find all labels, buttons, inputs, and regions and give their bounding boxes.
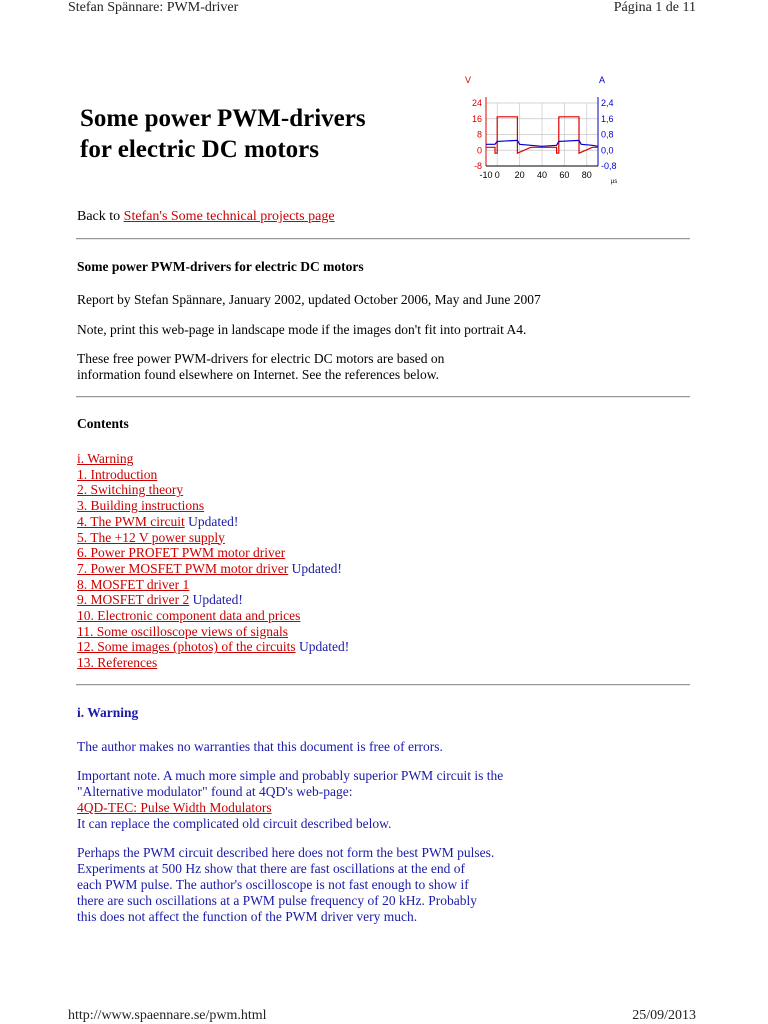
updated-badge: Updated! (192, 592, 243, 608)
technical-projects-link[interactable]: Stefan's Some technical projects page (123, 209, 335, 224)
chart-tick-label-right: 0,0 (601, 145, 614, 156)
print-footer-date: 25/09/2013 (632, 1008, 696, 1023)
contents-heading: Contents (77, 416, 129, 431)
chart-tick-label-x: 20 (514, 170, 525, 180)
oscillation-line: there are such oscillations at a PWM pulse frequency of 20 kHz. Probably (77, 893, 478, 908)
toc-link[interactable]: 13. References (77, 655, 158, 671)
chart-tick-label-x: 60 (559, 170, 570, 180)
toc-item (77, 624, 349, 640)
chart-tick-label-left: 0 (476, 145, 482, 156)
print-header-title: Stefan Spännare: PWM-driver (68, 0, 239, 15)
print-footer-url: http://www.spaennare.se/pwm.html (68, 1008, 267, 1023)
toc-item (77, 577, 349, 593)
divider (76, 684, 690, 686)
toc-item (77, 561, 349, 577)
divider (76, 238, 690, 240)
toc-item (77, 639, 349, 655)
toc-link[interactable]: i. Warning (77, 451, 134, 466)
chart-tick-label-x: 40 (536, 170, 548, 180)
oscillation-line: Experiments at 500 Hz show that there are fast oscillations at the end of (77, 861, 466, 876)
free-drivers-line-2: information found elsewhere on Internet. See the references below. (77, 367, 439, 382)
chart-tick-label-right: 0,8 (601, 129, 614, 140)
oscillation-line: this does not affect the function of the PWM driver very much. (77, 909, 418, 924)
important-note-line-4: It can replace the complicated old circuit described below. (77, 816, 392, 831)
oscillation-line: Perhaps the PWM circuit described here does not form the best PWM pulses. (77, 845, 495, 860)
chart-xlabel: µs (610, 179, 618, 185)
oscilloscope-chart-svg (452, 70, 632, 192)
divider (76, 396, 690, 398)
chart-tick-label-right: 1,6 (601, 113, 614, 124)
oscillation-line: each PWM pulse. The author's oscilloscope is not fast enough to show if (77, 877, 469, 892)
chart-tick-label-right: 2,4 (601, 98, 614, 108)
chart-tick-label-left: 24 (471, 98, 482, 108)
toc-link[interactable]: 10. Electronic component data and prices (77, 608, 301, 624)
print-note-paragraph: Note, print this web-page in landscape mode if the images don't fit into portrait A4. (77, 322, 527, 337)
toc-link[interactable]: 5. The +12 V power supply (77, 529, 225, 545)
toc-item (77, 514, 349, 530)
toc-item (77, 608, 349, 624)
free-drivers-paragraph (77, 351, 444, 383)
warranty-paragraph: The author makes no warranties that this document is free of errors. (77, 739, 443, 754)
toc-link[interactable]: 3. Building instructions (77, 498, 205, 514)
back-prefix: Back to (77, 209, 124, 224)
toc-link[interactable]: 7. Power MOSFET PWM motor driver (77, 560, 289, 576)
chart-tick-label-left: 8 (476, 129, 482, 140)
page-title (80, 103, 366, 165)
chart-ylabel-left: V (464, 75, 472, 85)
toc-link[interactable]: 1. Introduction (77, 466, 158, 482)
important-note-line-1: Important note. A much more simple and probably superior PWM circuit is the (77, 768, 504, 783)
4qd-pwm-link[interactable]: 4QD-TEC: Pulse Width Modulators (77, 800, 272, 815)
warning-heading: i. Warning (77, 705, 139, 720)
updated-badge: Updated! (188, 513, 239, 529)
important-note-line-2: "Alternative modulator" found at 4QD's web-page: (77, 784, 353, 799)
free-drivers-line-1: These free power PWM-drivers for electric DC motors are based on (77, 351, 445, 366)
chart-tick-label-left: -8 (473, 161, 482, 171)
print-header-page: Página 1 de 11 (613, 0, 696, 15)
updated-badge: Updated! (291, 560, 342, 576)
important-note-paragraph (77, 768, 503, 832)
toc-item (77, 592, 349, 608)
toc-link[interactable]: 2. Switching theory (77, 482, 184, 498)
chart-tick-label-x: -10 (479, 170, 493, 180)
toc-link[interactable]: 6. Power PROFET PWM motor driver (77, 545, 286, 561)
toc-link[interactable]: 4. The PWM circuit (77, 513, 185, 529)
section-subtitle: Some power PWM-drivers for electric DC motors (77, 259, 364, 274)
oscilloscope-chart (452, 70, 632, 192)
back-line (77, 209, 335, 225)
chart-tick-label-x: 80 (581, 170, 592, 180)
chart-ylabel-right: A (598, 75, 606, 85)
oscillation-paragraph (77, 845, 494, 925)
toc-item (77, 467, 349, 483)
toc-link[interactable]: 11. Some oscilloscope views of signals (77, 623, 288, 639)
toc-item (77, 530, 349, 546)
page-title-line-2: for electric DC motors (80, 136, 320, 163)
toc-link[interactable]: 12. Some images (photos) of the circuits (77, 639, 296, 655)
toc-item (77, 451, 349, 467)
toc-item (77, 498, 349, 514)
updated-badge: Updated! (298, 639, 350, 655)
toc-link[interactable]: 9. MOSFET driver 2 (77, 592, 190, 608)
table-of-contents (77, 451, 349, 671)
chart-tick-label-left: 16 (471, 113, 482, 124)
chart-tick-label-right: -0,8 (601, 161, 617, 171)
toc-item (77, 482, 349, 498)
toc-item (77, 655, 349, 671)
toc-item (77, 545, 349, 561)
toc-link[interactable]: 8. MOSFET driver 1 (77, 576, 190, 592)
page-title-line-1: Some power PWM-drivers (80, 105, 366, 132)
chart-tick-label-x: 0 (494, 170, 500, 180)
report-paragraph: Report by Stefan Spännare, January 2002, updated October 2006, May and June 2007 (77, 292, 541, 307)
